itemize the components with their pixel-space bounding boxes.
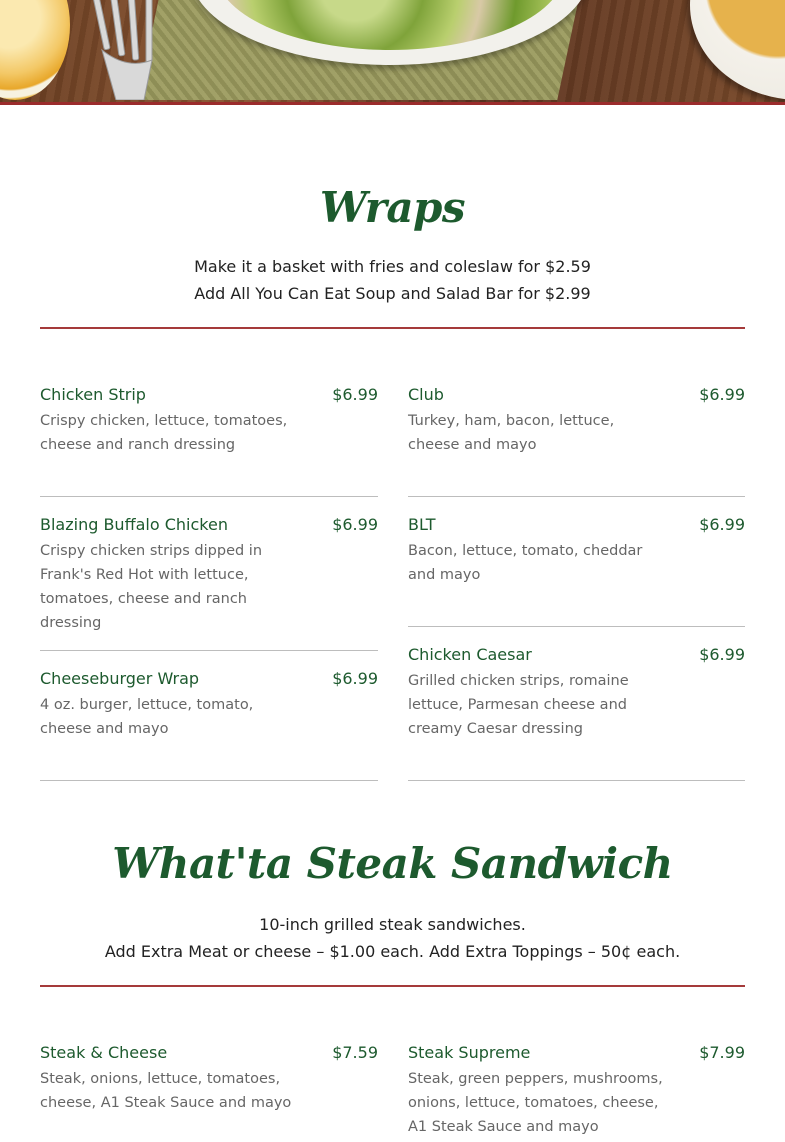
section-title-steak-sandwich: What'ta Steak Sandwich (112, 839, 673, 888)
item-description: Bacon, lettuce, tomato, cheddar and mayo (408, 543, 643, 583)
menu-item-cheeseburger-wrap (40, 669, 378, 749)
item-price: $6.99 (699, 645, 745, 664)
item-name: BLT (408, 515, 436, 534)
item-price: $7.59 (332, 1043, 378, 1062)
item-divider (40, 650, 378, 651)
item-name: Chicken Strip (40, 385, 146, 404)
item-divider (40, 496, 378, 497)
menu-item-steak-supreme (408, 1043, 745, 1142)
section-note: Make it a basket with fries and coleslaw for $2.59 (194, 257, 591, 276)
item-name: Chicken Caesar (408, 645, 532, 664)
item-description: Steak, onions, lettuce, tomatoes, cheese, A1 Steak Sauce and mayo (40, 1071, 292, 1111)
menu-item-chicken-caesar (408, 645, 745, 745)
item-divider (408, 780, 745, 781)
section-note: 10-inch grilled steak sandwiches. (259, 915, 526, 934)
menu-item-blazing-buffalo-chicken (40, 515, 378, 631)
item-description: Crispy chicken strips dipped in Frank's Red Hot with lettuce, tomatoes, cheese and ranch dressing (40, 543, 263, 631)
item-price: $7.99 (699, 1043, 745, 1062)
menu-item-chicken-strip (40, 385, 378, 465)
item-price: $6.99 (699, 385, 745, 404)
item-name: Steak Supreme (408, 1043, 531, 1062)
item-divider (40, 780, 378, 781)
section-note: Add Extra Meat or cheese – $1.00 each. Add Extra Toppings – 50¢ each. (104, 942, 681, 961)
item-name: Steak & Cheese (40, 1043, 168, 1062)
menu-item-steak-cheese (40, 1043, 378, 1133)
item-price: $6.99 (332, 515, 378, 534)
item-description: Turkey, ham, bacon, lettuce, cheese and mayo (408, 413, 615, 453)
item-description: Crispy chicken, lettuce, tomatoes, cheese and ranch dressing (40, 413, 288, 453)
item-divider (408, 626, 745, 627)
item-description: 4 oz. burger, lettuce, tomato, cheese and mayo (40, 697, 254, 737)
menu-item-blt (408, 515, 745, 595)
item-name: Club (408, 385, 444, 404)
item-price: $6.99 (699, 515, 745, 534)
section-note: Add All You Can Eat Soup and Salad Bar for $2.99 (194, 284, 591, 303)
item-price: $6.99 (332, 385, 378, 404)
item-name: Cheeseburger Wrap (40, 669, 200, 688)
hero-food-photo (0, 0, 785, 105)
section-title-wraps: Wraps (319, 183, 466, 232)
item-price: $6.99 (332, 669, 378, 688)
item-description: Steak, green peppers, mushrooms, onions, lettuce, tomatoes, cheese, A1 Steak Sauce and mayo (408, 1071, 663, 1135)
item-divider (408, 496, 745, 497)
section-divider (40, 327, 745, 329)
section-divider (40, 985, 745, 987)
item-description: Grilled chicken strips, romaine lettuce, Parmesan cheese and creamy Caesar dressing (408, 673, 629, 737)
item-name: Blazing Buffalo Chicken (40, 515, 228, 534)
menu-item-club (408, 385, 745, 465)
fork-icon (92, 0, 162, 100)
